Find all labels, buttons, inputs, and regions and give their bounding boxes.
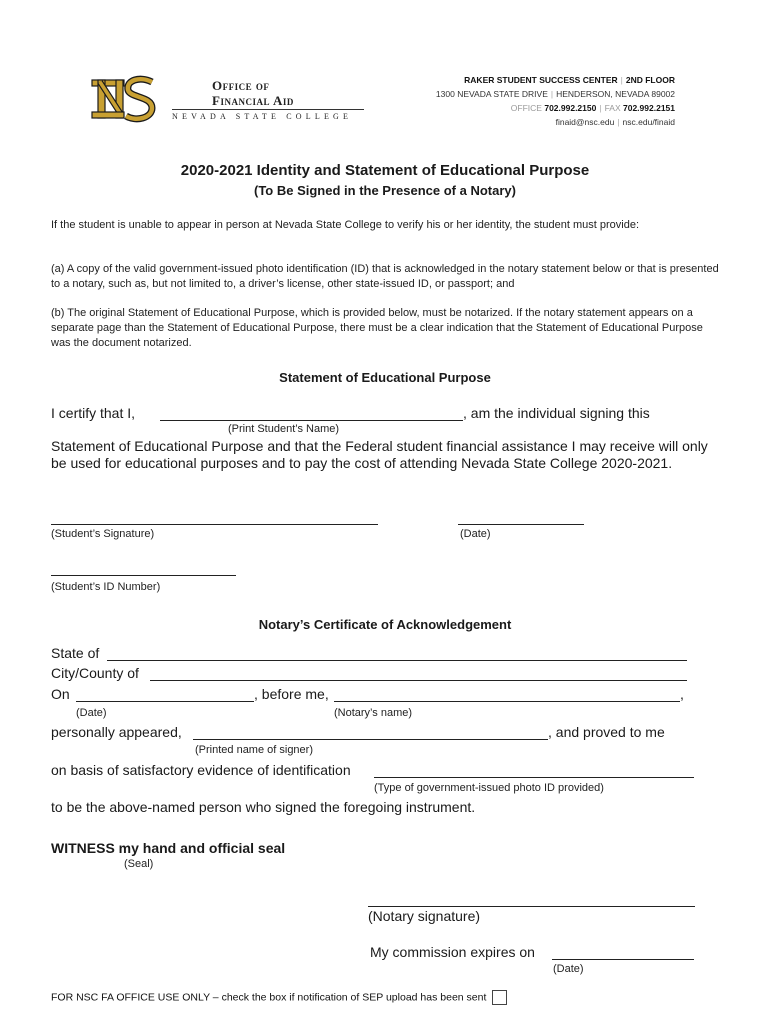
student-name-field[interactable] xyxy=(160,420,463,421)
id-type-field[interactable] xyxy=(374,777,694,778)
notary-date-label: (Date) xyxy=(76,707,107,719)
student-id-field[interactable] xyxy=(51,575,236,576)
personally-appeared-label: personally appeared, xyxy=(51,724,182,740)
commission-label: My commission expires on xyxy=(370,944,535,960)
intro-paragraph: If the student is unable to appear in person at Nevada State College to verify his or her identity, the student must provide: xyxy=(51,219,640,231)
on-label: On xyxy=(51,686,70,702)
certify-prefix: I certify that I, xyxy=(51,405,136,421)
notary-name-field[interactable] xyxy=(334,701,680,702)
printed-name-label: (Printed name of signer) xyxy=(195,744,313,756)
document-subtitle: (To Be Signed in the Presence of a Notary) xyxy=(254,183,516,198)
address-line-1: RAKER STUDENT SUCCESS CENTER | 2ND FLOOR xyxy=(464,75,675,85)
document-title: 2020-2021 Identity and Statement of Educational Purpose xyxy=(180,162,590,179)
proved-label: , and proved to me xyxy=(548,724,665,740)
nsc-logo xyxy=(90,74,160,127)
contact-line: finaid@nsc.edu | nsc.edu/finaid xyxy=(555,117,675,127)
statement-heading: Statement of Educational Purpose xyxy=(279,370,491,385)
office-title-line2: Financial Aid xyxy=(212,93,294,108)
sep-upload-checkbox[interactable] xyxy=(492,990,507,1005)
state-field[interactable] xyxy=(107,660,687,661)
phone-line: OFFICE 702.992.2150 | FAX 702.992.2151 xyxy=(510,103,675,113)
logo-letters: NSC xyxy=(125,126,128,127)
city-county-label: City/County of xyxy=(51,665,139,681)
signature-date-label: (Date) xyxy=(460,528,491,540)
city-county-field[interactable] xyxy=(150,680,687,681)
notary-date-field[interactable] xyxy=(76,701,254,702)
email-link[interactable]: finaid@nsc.edu xyxy=(555,117,615,127)
notary-name-label: (Notary’s name) xyxy=(334,707,413,719)
website-link[interactable]: nsc.edu/finaid xyxy=(622,117,675,127)
commission-date-label: (Date) xyxy=(553,963,584,975)
before-me-label: , before me, xyxy=(254,686,329,702)
item-a-paragraph: (a) A copy of the valid government-issued photo identification (ID) that is acknowledged in the notary statement below or that is presented to a notary, such as, but not limited to, a driver’s license, other state-issued ID, or passport; and xyxy=(51,263,719,290)
above-named-text: to be the above-named person who signed the foregoing instrument. xyxy=(51,799,476,815)
comma: , xyxy=(680,686,684,702)
notary-signature-field[interactable] xyxy=(368,906,695,907)
id-type-label: (Type of government-issued photo ID provided) xyxy=(374,782,604,794)
seal-label: (Seal) xyxy=(124,858,154,870)
certify-suffix: , am the individual signing this xyxy=(463,405,650,421)
notary-heading: Notary’s Certificate of Acknowledgement xyxy=(258,617,512,632)
student-signature-field[interactable] xyxy=(51,524,378,525)
student-id-label: (Student’s ID Number) xyxy=(51,581,161,593)
office-title-line1: Office of xyxy=(212,78,270,93)
item-b-paragraph: (b) The original Statement of Educational Purpose, which is provided below, must be notarized. If the notary statement appears on a separate page than the Statement of Educational Purpose, there must be a clear indication that the Statement of Educational Purpose was the document notarized. xyxy=(51,307,703,349)
office-use-line xyxy=(51,990,507,1005)
office-title xyxy=(212,78,294,108)
signer-name-field[interactable] xyxy=(193,739,548,740)
print-name-label: (Print Student’s Name) xyxy=(228,423,340,435)
office-use-text: FOR NSC FA OFFICE USE ONLY – check the box if notification of SEP upload has been sent xyxy=(51,991,487,1004)
signature-date-field[interactable] xyxy=(458,524,584,525)
statement-body: Statement of Educational Purpose and that the Federal student financial assistance I may receive will only be used for educational purposes and to pay the cost of attending Nevada State College 2020-2021. xyxy=(51,438,708,471)
basis-label: on basis of satisfactory evidence of identification xyxy=(51,762,351,778)
commission-date-field[interactable] xyxy=(552,959,694,960)
address-line-2: 1300 NEVADA STATE DRIVE | HENDERSON, NEVADA 89002 xyxy=(435,89,675,99)
college-name: NEVADA STATE COLLEGE xyxy=(172,112,353,121)
student-signature-label: (Student’s Signature) xyxy=(51,528,155,540)
header-divider xyxy=(172,109,364,110)
witness-text: WITNESS my hand and official seal xyxy=(51,840,286,856)
state-of-label: State of xyxy=(51,645,100,661)
notary-signature-label: (Notary signature) xyxy=(368,908,481,924)
